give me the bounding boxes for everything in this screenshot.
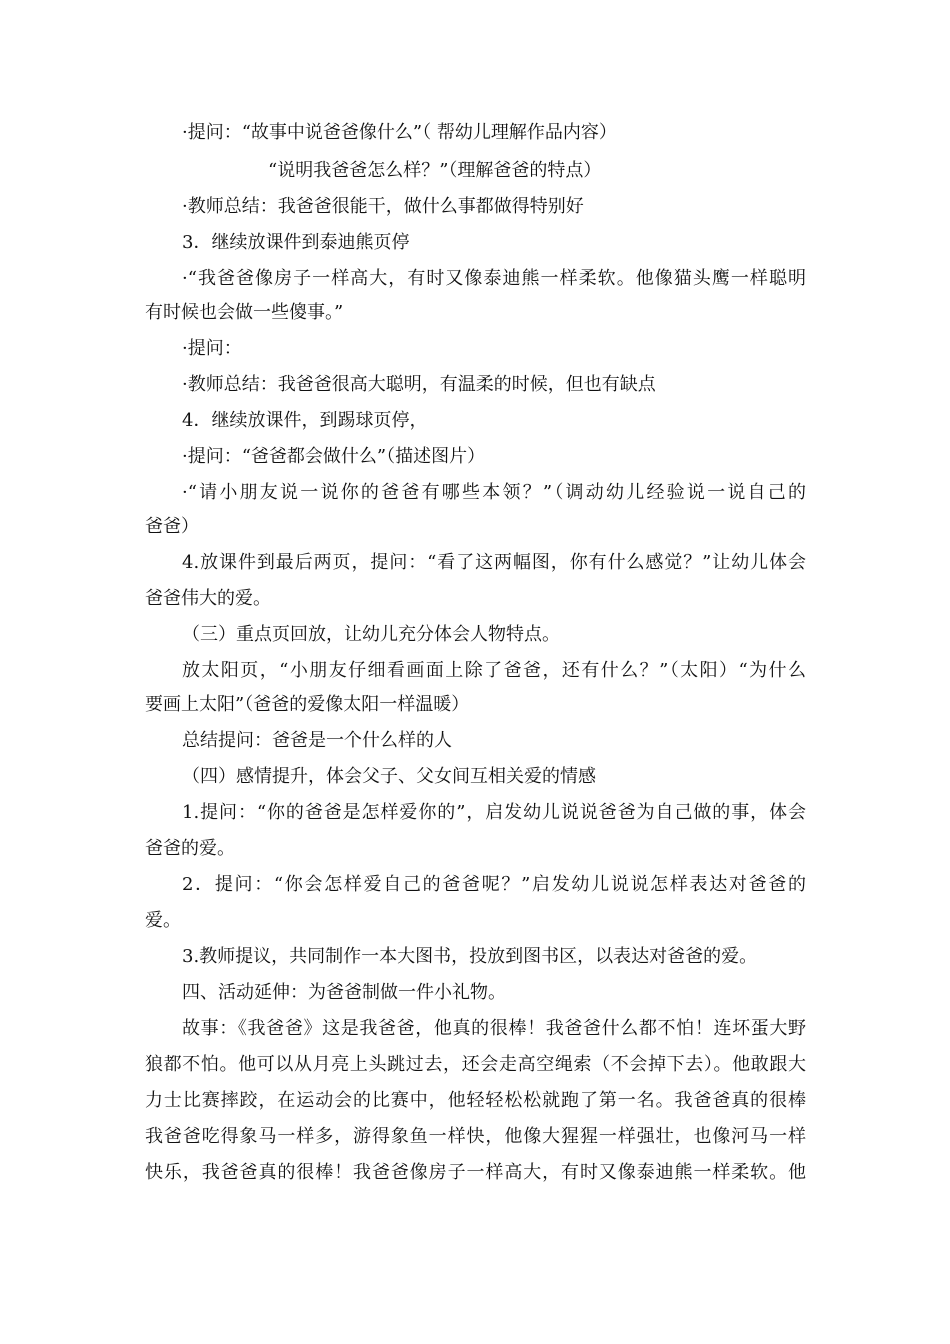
line-18: 总结提问：爸爸是一个什么样的人 [182, 730, 452, 751]
line-20: 1.提问：“你的爸爸是怎样爱你的”，启发幼儿说说爸爸为自己做的事，体会 [182, 802, 806, 823]
line-17: 要画上太阳”（爸爸的爱像太阳一样温暖） [145, 694, 470, 715]
line-10: ·提问：“爸爸都会做什么”（描述图片） [182, 446, 486, 467]
line-3: ·教师总结：我爸爸很能干，做什么事都做得特别好 [182, 196, 584, 217]
line-11: ·“请小朋友说一说你的爸爸有哪些本领？”（调动幼儿经验说一说自己的 [182, 482, 806, 503]
line-19: （四）感情提升，体会父子、父女间互相关爱的情感 [182, 766, 596, 787]
line-12: 爸爸） [145, 516, 199, 537]
line-13: 4.放课件到最后两页，提问：“看了这两幅图，你有什么感觉？”让幼儿体会 [182, 552, 806, 573]
line-22: 2．提问：“你会怎样爱自己的爸爸呢？”启发幼儿说说怎样表达对爸爸的 [182, 874, 806, 895]
line-27: 狼都不怕。他可以从月亮上头跳过去，还会走高空绳索（不会掉下去）。他敢跟大 [145, 1054, 806, 1075]
line-23: 爱。 [145, 910, 181, 931]
line-26: 故事：《我爸爸》这是我爸爸，他真的很棒！我爸爸什么都不怕！连坏蛋大野 [182, 1018, 806, 1039]
line-24: 3.教师提议，共同制作一本大图书，投放到图书区，以表达对爸爸的爱。 [182, 946, 758, 967]
line-29: 我爸爸吃得象马一样多，游得象鱼一样快，他像大猩猩一样强壮，也像河马一样 [145, 1126, 806, 1147]
line-8: ·教师总结：我爸爸很高大聪明，有温柔的时候，但也有缺点 [182, 374, 656, 395]
line-16: 放太阳页，“小朋友仔细看画面上除了爸爸，还有什么？”（太阳）“为什么 [182, 660, 806, 681]
line-30: 快乐，我爸爸真的很棒！我爸爸像房子一样高大，有时又像泰迪熊一样柔软。他 [145, 1162, 806, 1183]
line-25: 四、活动延伸：为爸爸制做一件小礼物。 [182, 982, 506, 1003]
line-21: 爸爸的爱。 [145, 838, 235, 859]
line-6: 有时候也会做一些傻事。” [145, 302, 344, 323]
line-1: ·提问：“故事中说爸爸像什么”（ 帮幼儿理解作品内容） [182, 122, 617, 143]
line-28: 力士比赛摔跤，在运动会的比赛中，他轻轻松松就跑了第一名。我爸爸真的很棒 [145, 1090, 806, 1111]
line-14: 爸爸伟大的爱。 [145, 588, 271, 609]
line-4: 3．继续放课件到泰迪熊页停 [182, 232, 410, 253]
line-15: （三）重点页回放，让幼儿充分体会人物特点。 [182, 624, 560, 645]
line-9: 4．继续放课件，到踢球页停， [182, 410, 428, 431]
line-5: ·“我爸爸像房子一样高大，有时又像泰迪熊一样柔软。他像猫头鹰一样聪明 [182, 268, 806, 289]
line-2: “说明我爸爸怎么样？”（理解爸爸的特点） [268, 160, 602, 181]
line-7: ·提问： [182, 338, 242, 359]
